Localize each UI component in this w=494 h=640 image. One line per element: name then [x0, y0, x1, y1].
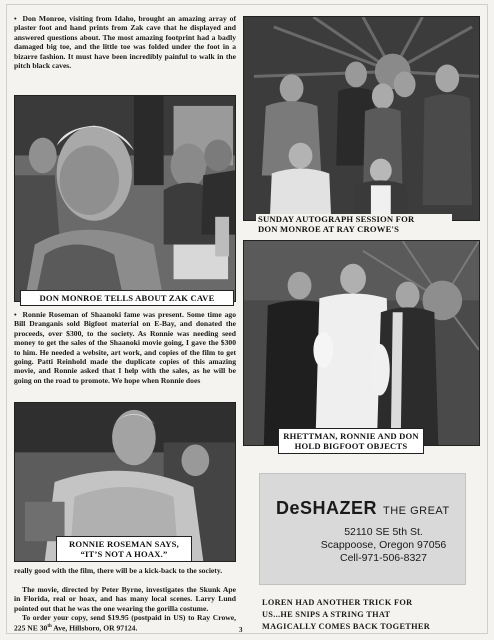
trick-line3: MAGICALLY COMES BACK TOGETHER	[262, 622, 430, 631]
caption-bigfoot-objects	[278, 428, 424, 454]
order-text-end: Ave, Hillsboro, OR 97124.	[51, 623, 138, 633]
order-text-start: To order your copy, send $19.95 (postpaid in US) to Ray Crowe, 225 NE 30	[14, 613, 236, 633]
ad-brand	[276, 498, 450, 519]
paragraph-order	[14, 613, 236, 633]
paragraph-roseman-text: Ronnie Roseman of Shaanoki fame was present. Some time ago Bill Dranganis sold Bigfoot material on E-Bay, and donated the proceeds, over $300, to the society. As Ronnie was needing seed money to get the sales of the Shaanoki movie going, I gave the $300 to him. He needed a website, art work, and copies of the film to get going. Patti Reinhold made the duplicate copies of this amazing movie, and Ronnie asked that I help with the sales, as he will be going on the road to promote. We hope when Ronnie does	[14, 310, 237, 385]
caption-autograph-line1: SUNDAY AUTOGRAPH SESSION FOR	[258, 214, 415, 224]
order-superscript: th	[47, 624, 52, 630]
trick-line2: US...HE SNIPS A STRING THAT	[262, 610, 391, 619]
caption-roseman	[56, 536, 192, 562]
paragraph-monroe-text: Don Monroe, visiting from Idaho, brought an amazing array of plaster foot and hand prints from Zak cave that he displayed and answered questions about. The most amazing footprint had a badly damaged big toe, and the little toe was folded under the foot in a bizarre fashion. It must have been incredibly painful to walk in the pitch black caves.	[14, 14, 236, 71]
caption-monroe-text: DON MONROE TELLS ABOUT ZAK CAVE	[39, 293, 215, 303]
ad-city: Scappoose, Oregon 97056	[320, 539, 447, 551]
page-number: 3	[239, 626, 243, 634]
bullet: •	[14, 310, 17, 319]
caption-roseman-line1: RONNIE ROSEMAN SAYS,	[69, 539, 179, 549]
photo-don-monroe	[14, 95, 236, 302]
trick-caption	[262, 597, 472, 633]
paragraph-continuation	[14, 566, 236, 575]
caption-objects-line2: HOLD BIGFOOT OBJECTS	[294, 441, 408, 451]
photo-autograph-session	[243, 16, 480, 221]
ad-brand-name: DeSHAZER	[276, 498, 378, 518]
ad-address: 52110 SE 5th St.	[344, 526, 423, 538]
caption-objects-line1: RHETTMAN, RONNIE AND DON	[283, 431, 419, 441]
deshazer-ad	[259, 473, 466, 585]
caption-autograph-line2: DON MONROE AT RAY CROWE'S	[258, 224, 400, 234]
paragraph-roseman	[14, 310, 236, 385]
paragraph-movie-text: The movie, directed by Peter Byrne, investigates the Skunk Ape in Florida, real or hoax, and has many local scenes. Larry Lund pointed out that he was the one wearing the gorilla costume.	[14, 585, 236, 613]
ad-phone: Cell-971-506-8327	[340, 552, 427, 564]
caption-monroe	[20, 290, 234, 306]
ad-tagline: THE GREAT	[383, 505, 450, 517]
photo-bigfoot-objects	[243, 240, 480, 446]
paragraph-continuation-text: really good with the film, there will be a kick-back to the society.	[14, 566, 223, 575]
paragraph-movie	[14, 585, 236, 613]
paragraph-monroe-visit	[14, 14, 236, 70]
bullet: •	[14, 14, 17, 23]
caption-roseman-line2: “IT’S NOT A HOAX.”	[80, 549, 168, 559]
caption-autograph	[256, 214, 452, 234]
trick-line1: LOREN HAD ANOTHER TRICK FOR	[262, 598, 413, 607]
